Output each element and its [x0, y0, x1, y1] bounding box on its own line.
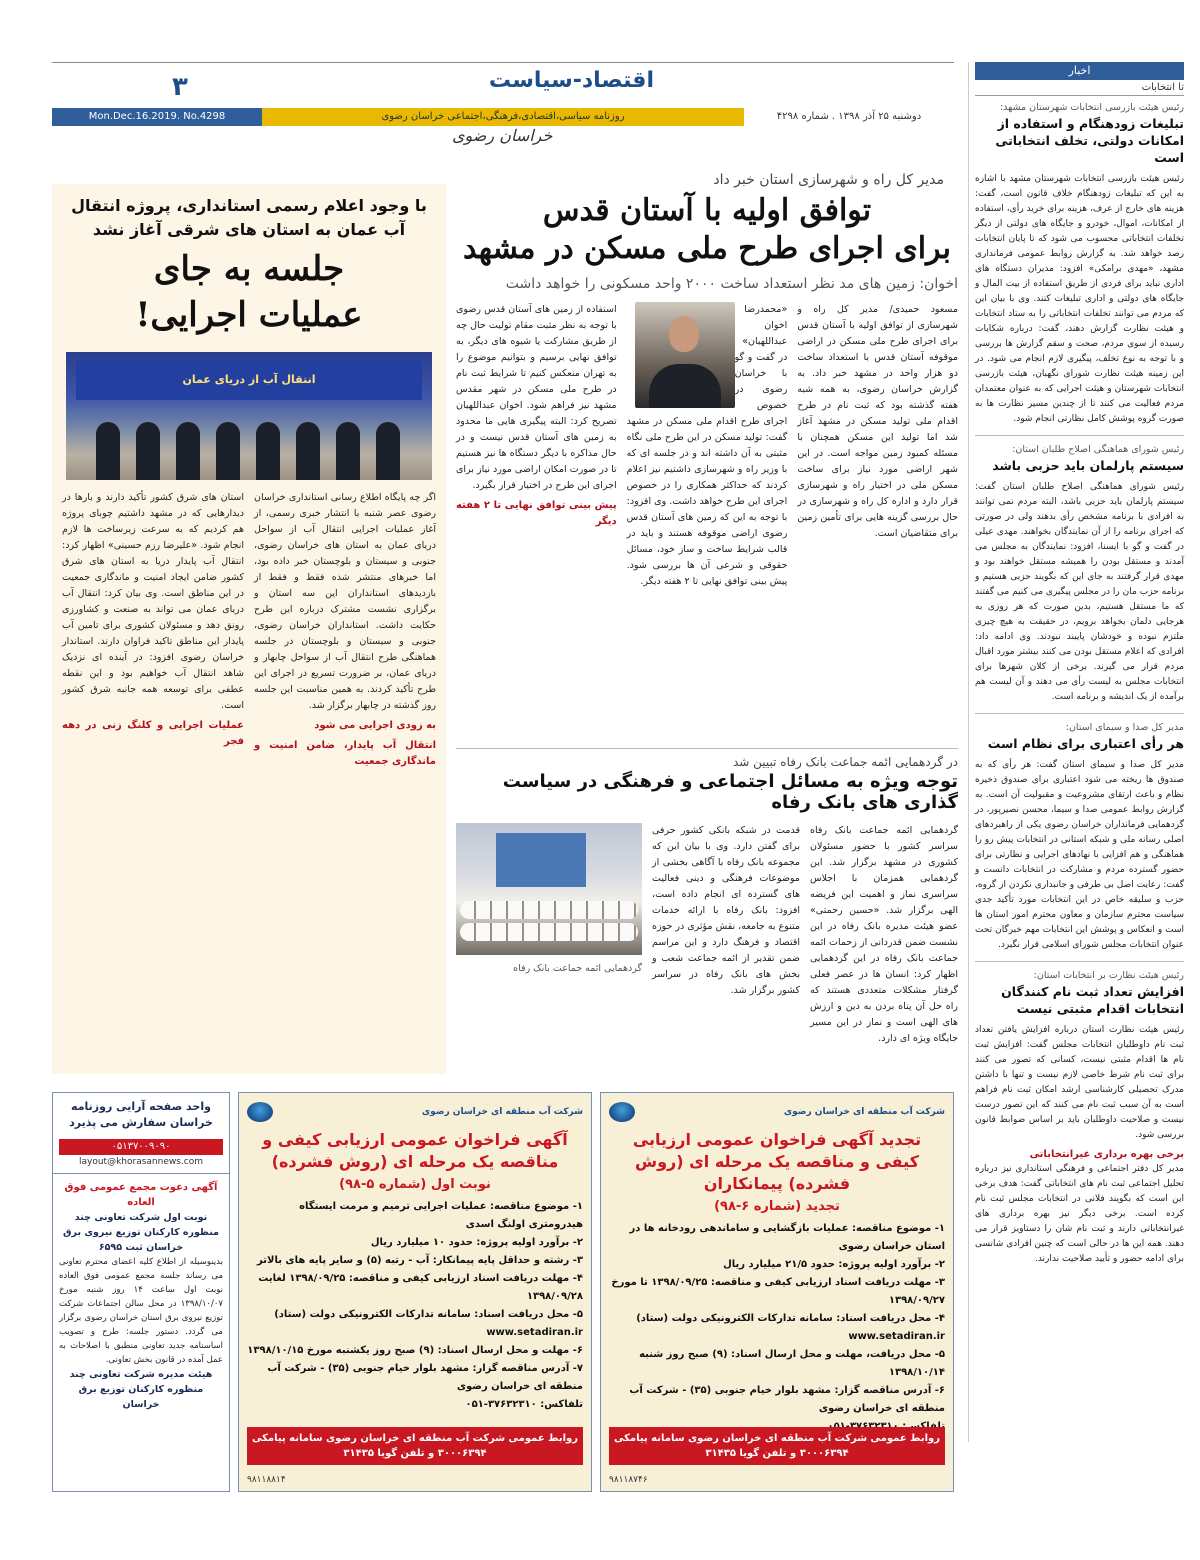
bank-article: [456, 748, 958, 1074]
bank-column: [652, 823, 800, 1047]
person-figure: [376, 422, 400, 480]
feature-text: «محمدرضا اخوان عبداللهیان» در گفت و گو با خراسان رضوی در خصوص اجرای طرح اقدام ملی مسکن در مشهد گفت: تولید مسکن در این طرح ملی نگاه مثبتی به آن داشته اند و در جلسه ای که با وزیر راه و شهرسازی داشتیم نیز اعلام کردند که حداکثر همکاری را در خصوص اجرای این طرح خواهد داشت. وی افزود: با توجه به این که زمین های آستان قدس رضوی اراضی موقوفه هستند و باید در قالب شرایط ساخت و ساز خود، مسائل حقوقی و شرعی آن ها بررسی شود. پیش بینی توافق نهایی تا ۲ هفته دیگر.: [626, 304, 788, 587]
ad-subtitle: تجدید (شماره ۶-۹۸): [714, 1199, 840, 1214]
news-body: مدیر کل صدا و سیمای استان گفت: هر رأی که به صندوق ها ریخته می شود اعتباری برای صندوق ذخیره نظام و باعث ارتقای مشروعیت و مقبولیت آن است. به گزارش روابط عمومی صدا و سیما، محسن نصیرپور، در گردهمایی فرمانداران خراسان رضوی یکی از راهبردهای اصلی رسانه ملی و شبکه استانی در انتخابات پیش رو را هماهنگی و هم افزایی با نهادهای اجرایی و نظارتی برای حضور گسترده مردم و مشارکت در انتخابات دانست و گفت: رعایت اصل بی طرفی و جانبداری نکردن از گروه، حزب و سلیقه خاص در این انتخابات مورد تأکید جدی سیاست محترم سازمان و معاون محترم امور استان ها است و انعکاس و پوشش این انتخابات مهم خبرگان تحت عنوان انتخابات مجلس شورای اسلامی قرار نگیرد.: [975, 760, 1184, 950]
ad-item: ۳- مهلت دریافت اسناد ارزیابی کیفی و مناقصه: ۱۳۹۸/۰۹/۲۵ تا مورخ ۱۳۹۸/۰۹/۲۷: [611, 1277, 945, 1306]
water-project-photo: [66, 352, 432, 480]
notice-title: آگهی دعوت مجمع عمومی فوق العاده: [64, 1182, 218, 1208]
notice-body: بدینوسیله از اطلاع کلیه اعضای محترم تعاونی می رساند جلسه مجمع عمومی فوق العاده نوبت اول ساعت ۱۴ روز شنبه مورخ ۱۳۹۸/۱۰/۰۷ در محل سالن اجتماعات شرکت توزیع نیروی برق استان خراسان رضوی برگزار می گردد. دستور جلسه: طرح و تصویب اساسنامه جدید تعاونی منطبق با اصلاحات به عمل آمده در قانون بخش تعاونی.: [59, 1257, 223, 1365]
layout-service-ad: [52, 1092, 230, 1492]
news-title: هر رأی اعتباری برای نظام است: [987, 736, 1184, 751]
ad-item: ۵- محل دریافت اسناد: سامانه تدارکات الکترونیکی دولت (ستاد) www.setadiran.ir: [274, 1309, 583, 1338]
ad-item: ۴- مهلت دریافت اسناد ارزیابی کیفی و مناقصه: ۱۳۹۸/۰۹/۲۵ لغایت ۱۳۹۸/۰۹/۲۸: [258, 1273, 583, 1302]
ad-item: ۲- برآورد اولیه پروژه: حدود ۲۱/۵ میلیارد ریال: [723, 1259, 945, 1270]
audience-row: [460, 901, 638, 919]
feature-text: مسعود حمیدی/ مدیر کل راه و شهرسازی از توافق اولیه با آستان قدس برای اجرای طرح ملی مسکن در اراضی موقوفه آستان قدس با استعداد ساخت دو هزار واحد در مشهد خبر داد. به گزارش خراسان رضوی، به همه شبه هفته گذشته بود که ثبت نام در طرح اقدام ملی تولید مسکن در مشهد آغاز شد اما تولید این مسکن همچنان با مسئله کمبود زمین مواجه است. در این شهر اراضی مورد نیاز برای ساخت مسکن ملی در اختیار راه و شهرسازی قرار دارد و اداره کل راه و شهرسازی در حال بررسی گزینه هایی برای تأمین زمین برای متقاضیان است.: [797, 304, 958, 539]
feature-column: [456, 302, 617, 590]
ad-logo-row: [247, 1099, 583, 1125]
portrait-face: [669, 316, 699, 352]
header-rule: [52, 62, 954, 63]
ad-email: layout@khorasannews.com: [78, 1157, 203, 1167]
feature2-columns: [52, 490, 446, 770]
divider: [975, 713, 1184, 714]
news-sidebar: [968, 62, 1184, 1442]
ad-code: ۹۸۱۱۸۸۱۴: [247, 1475, 286, 1485]
news-body: رئیس هیئت بازرسی انتخابات شهرستان مشهد با اشاره به این که تبلیغات زودهنگام خلاف قانون است، گفت: هزینه های خارج از عرف، هزینه برای خرید رأی، استفاده از امکانات، اموال، خودرو و جایگاه های دولتی از دیگر تخلفات انتخاباتی محسوب می شود که تا پایان انتخابات رصد خواهد شد. به گزارش روابط عمومی فرمانداری مشهد، «مهدی برامکی» افزود: مدیران دستگاه های اداری نباید برای فردی از طریق استفاده از بیت المال و جایگاه های دولتی و اداری تبلیغات کنند. وی با بیان این که مردم می توانند تخلفات انتخاباتی را به ستاد انتخابات و هیئت نظارت گزارش دهند، گفت: درباره شکایات رسیده از سوی مردم، صحت و سقم گزارش ها بررسی و با توجه به نوع تخلف، پیگیری لازم انجام می شود. در این زمینه هیئت نظارت شورای نگهبان، هیئت بازرسی انتخابات شهرستان و هیئت اجرایی که به عنوان معتمدان مردم فعالیت می کنند تا از چندین مسیر نظارت ها به صورت گروه پوشش کامل نظارتی انجام شود.: [975, 174, 1184, 424]
news-body: رئیس هیئت نظارت استان درباره افزایش یافتن تعداد ثبت نام داوطلبان انتخابات مجلس گفت: افزایش ثبت نام ها اقدام مثبتی نیست، کسانی که تصور می کنند برای ثبت نام شرط خاصی لازم نیست و تنها با داشتن مدرک تحصیلی کارشناسی ارشد امکان ثبت نام فراهم است به آن سبب ثبت نام می کنند که این تصور درست نیست و صلاحیت داوطلبان باید بر اساس ضوابط قانون بررسی شود.: [975, 1025, 1184, 1140]
person-figure: [216, 422, 240, 480]
page-header: [52, 62, 954, 145]
sidebar-news-item: [975, 444, 1184, 705]
news-title: سیستم پارلمان باید حزبی باشد: [992, 458, 1184, 473]
feature-title-line1: توافق اولیه با آستان قدس: [542, 193, 872, 228]
sidebar-sub: تا انتخابات: [975, 80, 1184, 96]
news-body: مدیر کل دفتر اجتماعی و فرهنگی استانداری نیز درباره تحلیل اجتماعی ثبت نام های انتخاباتی گفت: هدف برخی این است که بگویند فلانی در انتخابات مجلس ثبت نام کرده است. برخی دیگر نیز بهره برداری های غیرانتخاباتی دارند و ثبت نام شان را دستاویز قرار می دهند. همه این ها در حالی است که چنین افرادی شانسی برای ادامه حضور و تأیید صلاحیت ندارند.: [975, 1164, 1184, 1264]
feature-columns: [456, 302, 958, 590]
bank-columns: [456, 823, 958, 1047]
feature-title-line2: برای اجرای طرح ملی مسکن در مشهد: [463, 231, 951, 266]
news-kicker: مدیر کل صدا و سیمای استان:: [1065, 722, 1184, 733]
feature2-subhead: عملیات اجرایی و کلنگ زنی در دهه فجر: [62, 720, 244, 747]
portrait-photo: [635, 302, 735, 408]
page-number: ۳: [172, 72, 188, 102]
feature2-lead: با وجود اعلام رسمی استانداری، پروژه انتقال آب عمان به استان های شرقی آغاز نشد: [71, 196, 427, 239]
ad-title: آگهی فراخوان عمومی ارزیابی کیفی و مناقصه یک مرحله ای (روش فشرده): [262, 1130, 568, 1171]
newspaper-logo: خراسان رضوی: [452, 126, 553, 145]
ad-org: شرکت آب منطقه ای خراسان رضوی: [421, 1107, 583, 1117]
photo-banner: انتقال آب از دریای عمان: [76, 360, 422, 400]
ad-item: ۶- آدرس مناقصه گزار: مشهد بلوار خیام جنوبی (۳۵) - شرکت آب منطقه ای خراسان رضوی: [629, 1385, 945, 1414]
news-kicker: رئیس هیئت بازرسی انتخابات شهرستان مشهد:: [999, 102, 1184, 113]
ad-item: ۳- رشته و حداقل پایه پیمانکار: آب - رتبه (۵) و سایر پایه های بالاتر: [257, 1255, 583, 1266]
sidebar-news-item: [975, 722, 1184, 953]
ad-org: شرکت آب منطقه ای خراسان رضوی: [783, 1107, 945, 1117]
bank-text: گردهمایی ائمه جماعت بانک رفاه سراسر کشور با حضور مسئولان کشوری در مشهد برگزار شد. این گردهمایی همزمان با اجلاس سراسری نماز و اهمیت این فریضه الهی برگزار شد. «حسین رحمتی» عضو هیئت مدیره بانک رفاه در این نشست ضمن قدردانی از زحمات ائمه جماعت بانک رفاه در این گردهمایی اظهار کرد: انسان ها در عصر فعلی گرفتار مشکلات متعددی هستند که راه حل آن پناه بردن به دین و ارزش های الهی است و نماز در این مسیر جایگاه ویژه ای دارد.: [810, 825, 958, 1044]
news-kicker: رئیس شورای هماهنگی اصلاح طلبان استان:: [1012, 444, 1184, 455]
ad-items: [609, 1220, 945, 1436]
news-title: تبلیغات زودهنگام و استفاده از امکانات دولتی، تخلف انتخاباتی است: [995, 116, 1184, 165]
topics-line: روزنامه سیاسی،اقتصادی،فرهنگی،اجتماعی خراسان رضوی: [262, 108, 744, 126]
meeting-notice: [53, 1173, 229, 1418]
ad-item: ۷- آدرس مناقصه گزار: مشهد بلوار خیام جنوبی (۳۵) - شرکت آب منطقه ای خراسان رضوی: [267, 1363, 583, 1392]
ad-item: تلفاکس: ۳۷۶۳۲۳۱۰-۰۵۱: [465, 1399, 583, 1410]
person-figure: [96, 422, 120, 480]
ad-phone: ۰۵۱۳۷۰۰۹۰۹۰: [59, 1139, 223, 1155]
feature-article-housing: [456, 172, 958, 742]
sidebar-head: اخبار: [975, 62, 1184, 80]
header-strip: [52, 108, 954, 126]
audience-row: [460, 923, 638, 941]
date-fa: دوشنبه ۲۵ آذر ۱۳۹۸ . شماره ۴۲۹۸: [744, 108, 954, 126]
bank-column: [456, 823, 642, 1047]
feature-subhead: پیش بینی توافق نهایی تا ۲ هفته دیگر: [455, 500, 617, 527]
photo-caption: گردهمایی ائمه جماعت بانک رفاه: [513, 963, 642, 974]
feature2-text: اگر چه پایگاه اطلاع رسانی استانداری خراسان رضوی عصر شنبه با انتشار خبری رسمی، از آغاز عملیات اجرایی انتقال آب از سواحل دریای عمان به استان های خراسان رضوی، جنوبی و سیستان و بلوچستان خبر داده بود، اما خبرهای منتشر شده فقط و فقط از بازدیدهای استانداران این سه استان و برگزاری نشست مشترک درباره این طرح حکایت داشت. استانداران خراسان رضوی، جنوبی و سیستان و بلوچستان در جلسه هماهنگی طرح انتقال آب از سواحل چابهار و دریای عمان، بر ضرورت تسریع در اجرای این طرح تأکید کردند. به همین مناسبت این جلسه روز گذشته در چابهار برگزار شد.: [254, 492, 436, 711]
feature-kicker: مدیر کل راه و شهرسازی استان خبر داد: [713, 172, 944, 188]
sidebar-news-item: [975, 1149, 1184, 1267]
bank-text: قدمت در شبکه بانکی کشور حرفی برای گفتن دارد. وی با بیان این که مجموعه بانک رفاه با آگاهی بخشی از موضوعات فرهنگی و دینی فعالیت های گسترده ای انجام داده است، افزود: بانک رفاه با ارائه خدمات متنوع به جامعه، نقش مؤثری در حوزه اقتصاد و فرهنگ دارد و این مراسم ضمن تقدیر از ائمه جماعت شعب و بخش های بانک رفاه در سراسر کشور برگزار شد.: [652, 825, 800, 996]
feature-column: [797, 302, 958, 590]
person-figure: [256, 422, 280, 480]
portrait-suit: [649, 364, 721, 408]
ad-items: [247, 1198, 583, 1414]
divider: [975, 435, 1184, 436]
water-company-logo: [609, 1102, 635, 1122]
ad-item: ۱- موضوع مناقصه: عملیات اجرایی ترمیم و مرمت ایستگاه هیدرومتری اولنگ اسدی: [299, 1201, 583, 1230]
water-company-logo: [247, 1102, 273, 1122]
feature-column: [627, 302, 788, 590]
ad-logo-row: [609, 1099, 945, 1125]
date-en: Mon.Dec.16.2019. No.4298: [52, 108, 262, 126]
divider: [975, 961, 1184, 962]
bank-column: [810, 823, 958, 1047]
news-title: افزایش تعداد ثبت نام کنندگان انتخابات اقدام مثبتی نیست: [1001, 984, 1184, 1016]
ad-footer: روابط عمومی شرکت آب منطقه ای خراسان رضوی سامانه پیامکی ۳۰۰۰۶۳۹۴ و تلفن گویا ۳۱۴۳۵: [609, 1427, 945, 1465]
person-figure: [136, 422, 160, 480]
bank-meeting-photo: [456, 823, 642, 955]
tender-ad: [238, 1092, 592, 1492]
bank-title: توجه ویژه به مسائل اجتماعی و فرهنگی در سیاست گذاری های بانک رفاه: [502, 771, 958, 813]
feature-lead: اخوان: زمین های مد نظر استعداد ساخت ۲۰۰۰ واحد مسکونی را خواهد داشت: [505, 276, 958, 292]
ad-subtitle: نوبت اول (شماره ۵-۹۸): [339, 1177, 491, 1192]
ad-code: ۹۸۱۱۸۷۴۶: [609, 1475, 648, 1485]
ad-title: تجدید آگهی فراخوان عمومی ارزیابی کیفی و مناقصه یک مرحله ای (روش فشرده) پیمانکاران: [632, 1130, 922, 1193]
feature2-column: [62, 490, 244, 770]
feature2-subhead: انتقال آب پایدار، ضامن امنیت و ماندگاری جمعیت: [254, 740, 436, 767]
ad-item: ۶- مهلت و محل ارسال اسناد: (۹) صبح روز یکشنبه مورخ ۱۳۹۸/۱۰/۱۵: [247, 1345, 583, 1356]
feature2-title-line1: جلسه به جای: [153, 249, 345, 289]
feature2-text: استان های شرق کشور تأکید دارند و بارها در دیدارهایی که در مشهد داشتیم چوبای پروژه هم کردیم که به سرعت زیرساخت ها لازم انجام شود. «علیرضا رزم حسینی» اظهار کرد: انتقال آب پایدار دریا به استان های شرق کشور ضامن ایجاد امنیت و ماندگاری جمعیت در این مناطق است. وی بیان کرد: انتقال آب دریای عمان می تواند به صنعت و کشاورزی رونق دهد و مسئولان کشوری برای تامین آب پایدار این مناطق تاکید فراوان دارند. استاندار خراسان رضوی افزود: در آینده ای نزدیک شاهد انتقال آب خواهیم بود و این نقطه عطفی برای توسعه همه جانبه شرق کشور است.: [62, 492, 244, 711]
feature-text: استفاده از زمین های آستان قدس رضوی با توجه به نظر مثبت مقام تولیت حال چه از طریق مشارکت یا شیوه های دیگر، به توافق نهایی برسیم و بتوانیم موضوع را به تهران منعکس کنیم تا شرایط ثبت نام در طرح ملی مسکن در شهر مقدس مشهد نیز فراهم شود. اخوان عبداللهیان تصریح کرد: البته پیگیری هایی ما محدود به زمین های آستان قدس نیست و در حال مذاکره با دیگر دستگاه ها نیز هستیم تا در صورت امکان اراضی مورد نیاز برای اجرای این طرح در اختیار قرار بگیرد.: [455, 304, 617, 491]
person-figure: [336, 422, 360, 480]
news-body: رئیس شورای هماهنگی اصلاح طلبان استان گفت: سیستم پارلمان باید حزبی باشد، البته مردم نمی توانند به افرادی با برنامه مشخص رأی بدهند ولی در صورتی که اجرای برنامه را از آن نمایندگان بخواهند. مهدی عیلی در گفت و گو با ایسنا، افزود: نمایندگان به مجلس می آمدند و مستقل بودن را همیشه مستقل خواهند بود و مهدی قرار گرفتند به جای این که بگویند حزبی هستیم و برنامه حزب مان را در مجلس پیگیری می کنیم می گفتند که ما مستقل هستیم، بدین صورت که هر روزی به هرجایی دلمان بخواهد برویم، در حقیقت به هیچ چیزی ملتزم نبوده و خودشان پایبند نبودند. وی ادامه داد: افرادی که اعلام مستقل بودن می کنند بیشتر مورد اقبال مردم قرار می گیرند. برخی از کلان شهرها برای انتخابات مجلس به لیست رأی می دهند و آن لیست هم برآمده از یک اندیشه و برنامه است.: [975, 482, 1184, 702]
news-kicker: رئیس هیئت نظارت بر انتخابات استان:: [1033, 970, 1184, 981]
section-title: اقتصاد-سیاست: [488, 68, 654, 93]
notice-signature: هیئت مدیره شرکت تعاونی چند منظوره کارکنان توزیع برق خراسان: [69, 1369, 213, 1410]
person-figure: [296, 422, 320, 480]
bank-kicker: در گردهمایی ائمه جماعت بانک رفاه تبیین شد: [732, 755, 958, 769]
news-subhead: برخی بهره برداری غیرانتخاباتی: [1029, 1149, 1184, 1160]
ad-footer: روابط عمومی شرکت آب منطقه ای خراسان رضوی سامانه پیامکی ۳۰۰۰۶۳۹۴ و تلفن گویا ۳۱۴۳۵: [247, 1427, 583, 1465]
sidebar-news-item: [975, 102, 1184, 427]
feature-article-water: [52, 184, 446, 1074]
ad-item: ۱- موضوع مناقصه: عملیات بازگشایی و ساماندهی رودخانه ها در استان خراسان رضوی: [629, 1223, 945, 1252]
feature2-column: [254, 490, 436, 770]
feature2-subhead: به زودی اجرایی می شود: [314, 720, 436, 731]
ads-row: [52, 1092, 954, 1492]
tender-ad-renewal: [600, 1092, 954, 1492]
ad-item: ۵- محل دریافت، مهلت و محل ارسال اسناد: (۹) صبح روز شنبه ۱۳۹۸/۱۰/۱۴: [639, 1349, 945, 1378]
person-figure: [176, 422, 200, 480]
ad-title: واحد صفحه آرایی روزنامه خراسان سفارش می پذیرد: [69, 1100, 213, 1129]
notice-subtitle: نوبت اول شرکت تعاونی چند منظوره کارکنان توزیع نیروی برق خراسان ثبت ۶۵۹۵: [63, 1212, 219, 1253]
feature2-title-line2: عملیات اجرایی!: [135, 295, 363, 335]
sidebar-news-item: [975, 970, 1184, 1143]
ad-item: ۲- برآورد اولیه پروژه: حدود ۱۰ میلیارد ریال: [370, 1237, 583, 1248]
ad-item: ۴- محل دریافت اسناد: سامانه تدارکات الکترونیکی دولت (ستاد) www.setadiran.ir: [636, 1313, 945, 1342]
photo-screen: [496, 833, 586, 887]
